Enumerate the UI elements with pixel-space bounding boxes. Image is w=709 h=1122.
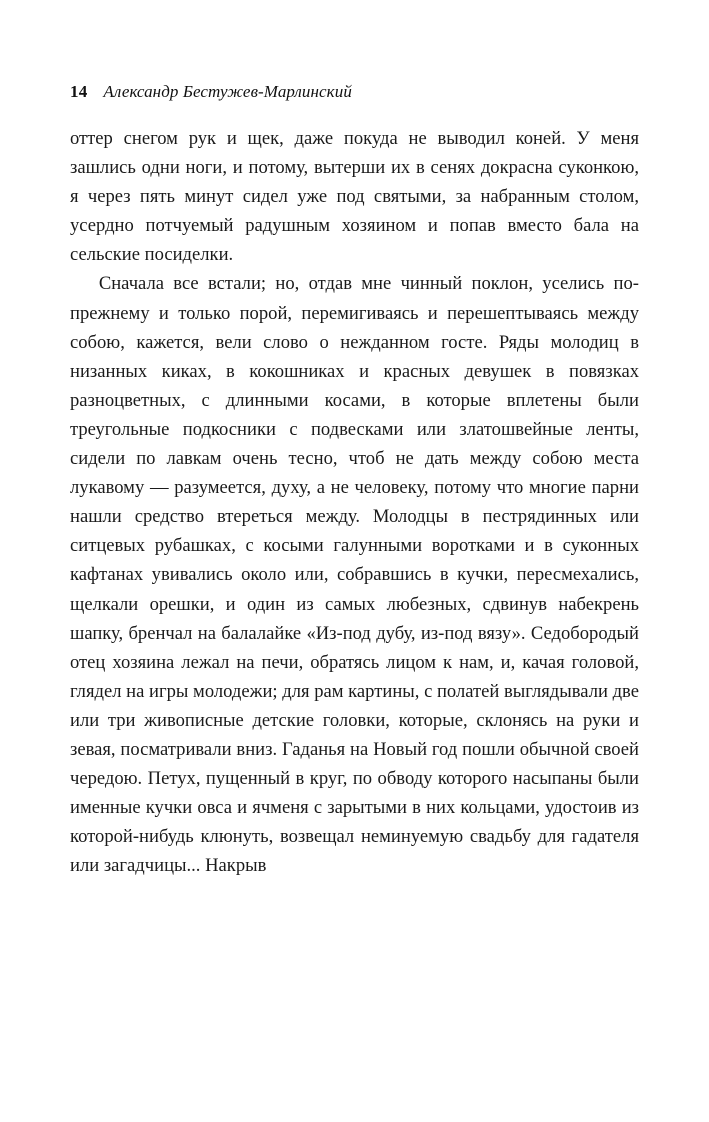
page-number: 14	[70, 82, 88, 101]
author-name: Александр Бестужев-Марлинский	[103, 82, 352, 101]
paragraph: Сначала все встали; но, отдав мне чинный поклон, уселись по-прежнему и только порой, перемигиваясь и перешептываясь между собою, кажется, вели слово о нежданном госте. Ряды молодиц в низанных киках, в кокошниках и красных девушек в повязках разноцветных, с длинными косами, в которые вплетены были треугольные подкосники с подвесками или златошвейные ленты, сидели по лавкам очень тесно, чтоб не дать между собою места лукавому — разумеется, духу, а не человеку, потому что многие парни нашли средство втереться между. Молодцы в пестрядинных или ситцевых рубашках, с косыми галунными воротками и в суконных кафтанах увивались около или, собравшись в кучки, пересмехались, щелкали орешки, и один из самых любезных, сдвинув набекрень шапку, бренчал на балалайке «Из-под дубу, из-под вязу». Седобородый отец хозяина лежал на печи, обратясь лицом к нам, и, качая головой, глядел на игры молодежи; для рам картины, с полатей выглядывали две или три живописные детские головки, которые, склонясь на руки и зевая, посматривали вниз. Гаданья на Новый год пошли обычной своей чередою. Петух, пущенный в круг, по обводу которого насыпаны были именные кучки овса и ячменя с зарытыми в них кольцами, удостоив из которой-нибудь клюнуть, возвещал неминуемую свадьбу для гадателя или загадчицы... Накрыв	[70, 273, 639, 877]
paragraph: оттер снегом рук и щек, даже покуда не выводил коней. У меня зашлись одни ноги, и потому, вытерши их в сенях докрасна суконкою, я через пять минут сидел уже под святыми, за набранным столом, усердно потчуемый радушным хозяином и попав вместо бала на сельские посиделки.	[70, 128, 639, 266]
running-head	[70, 82, 639, 102]
body-text	[70, 124, 639, 880]
